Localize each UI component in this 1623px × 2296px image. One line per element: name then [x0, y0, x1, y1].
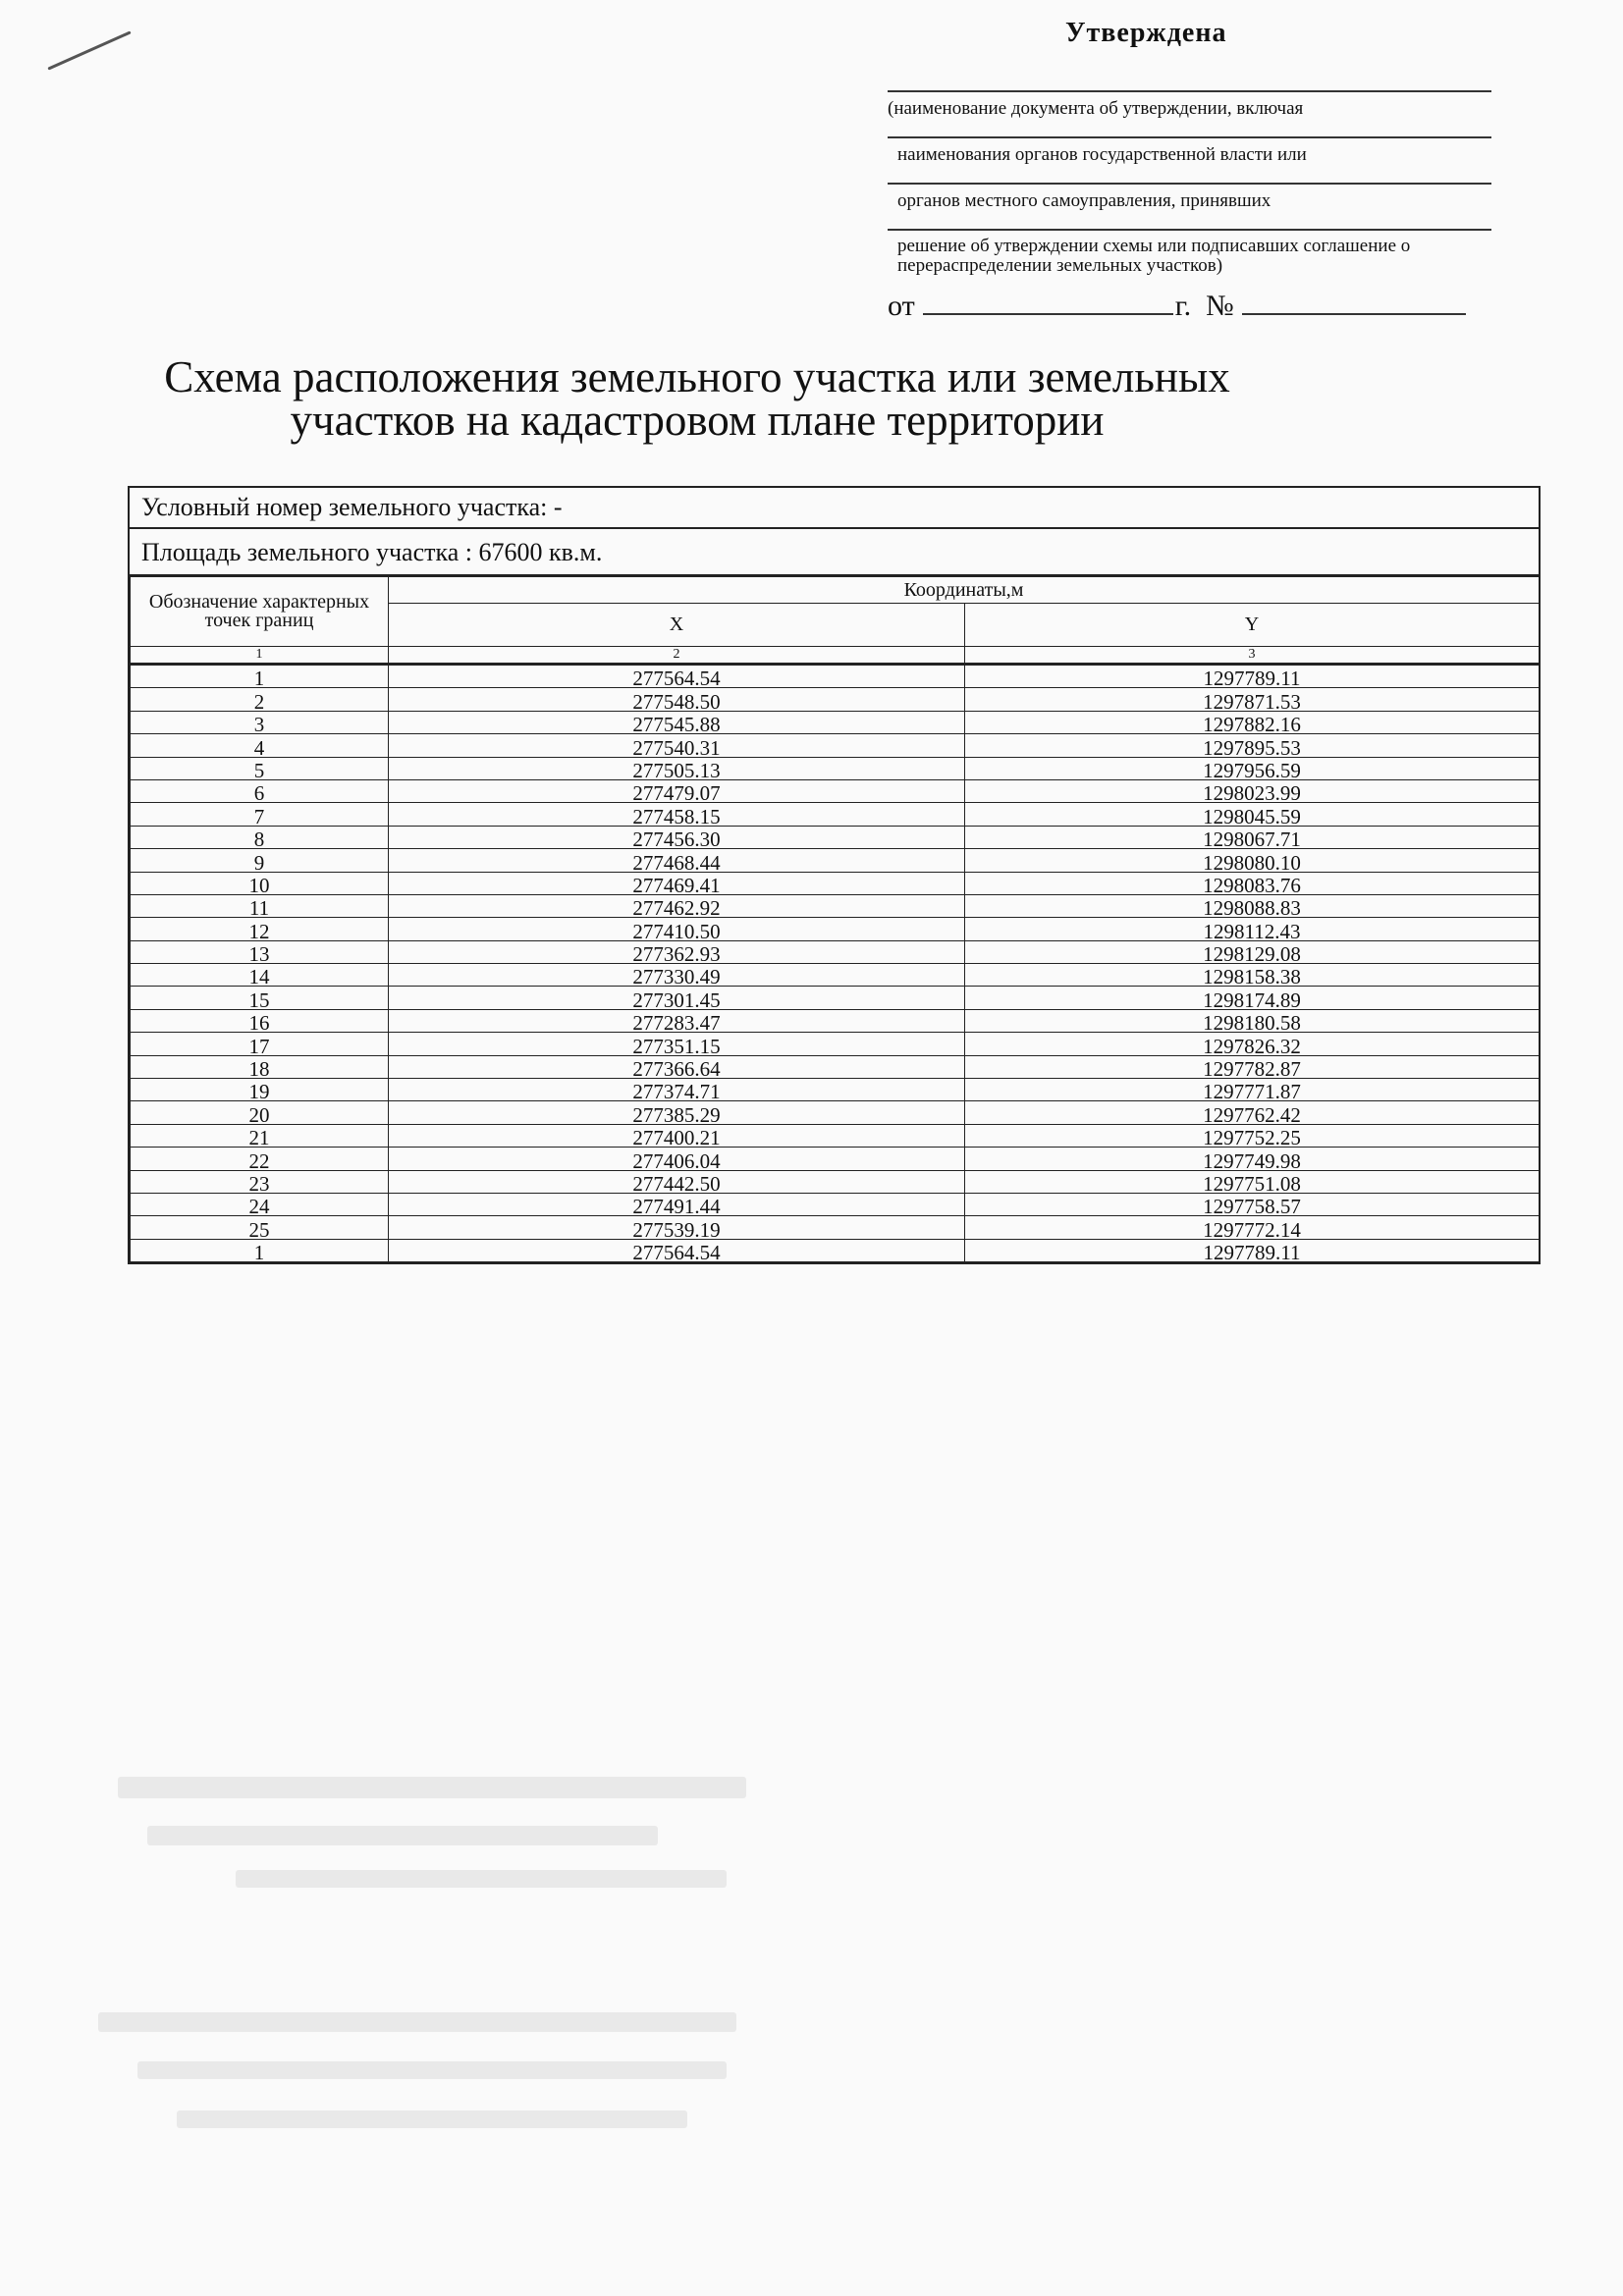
y-coordinate-cell: 1298158.38 — [965, 964, 1540, 987]
y-coordinate-cell: 1298180.58 — [965, 1009, 1540, 1032]
point-id-cell: 7 — [131, 803, 389, 826]
table-row — [131, 1239, 1540, 1261]
point-id-cell: 17 — [131, 1033, 389, 1055]
y-coordinate-cell: 1297751.08 — [965, 1170, 1540, 1193]
col-number: 2 — [389, 647, 965, 665]
approval-line: органов местного самоуправления, принявших — [888, 183, 1491, 229]
point-id-cell: 21 — [131, 1124, 389, 1147]
point-id-cell: 25 — [131, 1216, 389, 1239]
x-coordinate-cell: 277330.49 — [389, 964, 965, 987]
parcel-number-row: Условный номер земельного участка: - — [130, 488, 1539, 529]
x-coordinate-cell: 277400.21 — [389, 1124, 965, 1147]
point-id-cell: 9 — [131, 849, 389, 872]
table-row — [131, 1079, 1540, 1101]
x-coordinate-cell: 277539.19 — [389, 1216, 965, 1239]
y-coordinate-cell: 1297789.11 — [965, 1239, 1540, 1261]
x-coordinate-cell: 277469.41 — [389, 872, 965, 894]
y-coordinate-cell: 1298067.71 — [965, 826, 1540, 848]
date-year-label: г. — [1174, 290, 1192, 322]
y-coordinate-cell: 1298088.83 — [965, 894, 1540, 917]
y-coordinate-cell: 1297749.98 — [965, 1148, 1540, 1170]
table-row — [131, 1170, 1540, 1193]
approval-block — [888, 90, 1491, 323]
table-row — [131, 803, 1540, 826]
table-row — [131, 918, 1540, 940]
x-coordinate-cell: 277491.44 — [389, 1193, 965, 1215]
y-coordinate-cell: 1298112.43 — [965, 918, 1540, 940]
point-id-cell: 12 — [131, 918, 389, 940]
bleed-through-mark — [147, 1826, 658, 1845]
bleed-through-mark — [137, 2061, 727, 2079]
x-coordinate-cell: 277479.07 — [389, 779, 965, 802]
point-id-cell: 1 — [131, 665, 389, 688]
table-row — [131, 688, 1540, 711]
point-id-cell: 22 — [131, 1148, 389, 1170]
x-coordinate-cell: 277410.50 — [389, 918, 965, 940]
x-coordinate-cell: 277458.15 — [389, 803, 965, 826]
bleed-through-mark — [236, 1870, 727, 1888]
y-coordinate-cell: 1297895.53 — [965, 734, 1540, 757]
point-id-cell: 19 — [131, 1079, 389, 1101]
y-coordinate-cell: 1297956.59 — [965, 757, 1540, 779]
table-row — [131, 964, 1540, 987]
y-coordinate-cell: 1298083.76 — [965, 872, 1540, 894]
col-number: 1 — [131, 647, 389, 665]
y-coordinate-cell: 1297782.87 — [965, 1055, 1540, 1078]
table-row — [131, 1193, 1540, 1215]
x-coordinate-cell: 277301.45 — [389, 987, 965, 1009]
y-coordinate-cell: 1297826.32 — [965, 1033, 1540, 1055]
y-coordinate-cell: 1297882.16 — [965, 711, 1540, 733]
table-row — [131, 1033, 1540, 1055]
point-id-cell: 6 — [131, 779, 389, 802]
point-id-cell: 4 — [131, 734, 389, 757]
x-coordinate-cell: 277468.44 — [389, 849, 965, 872]
x-coordinate-cell: 277283.47 — [389, 1009, 965, 1032]
x-coordinate-cell: 277385.29 — [389, 1101, 965, 1124]
date-from-label: от — [888, 290, 915, 322]
approval-line: решение об утверждении схемы или подписавших соглашение о перераспределении земельных участков) — [888, 229, 1491, 286]
y-coordinate-cell: 1297762.42 — [965, 1101, 1540, 1124]
table-row — [131, 711, 1540, 733]
y-coordinate-cell: 1297789.11 — [965, 665, 1540, 688]
table-row — [131, 1055, 1540, 1078]
x-coordinate-cell: 277540.31 — [389, 734, 965, 757]
table-row — [131, 826, 1540, 848]
x-coordinate-cell: 277564.54 — [389, 665, 965, 688]
table-row — [131, 665, 1540, 688]
point-id-cell: 16 — [131, 1009, 389, 1032]
approval-line: (наименование документа об утверждении, включая — [888, 90, 1491, 136]
table-row — [131, 757, 1540, 779]
point-id-cell: 15 — [131, 987, 389, 1009]
table-row — [131, 1124, 1540, 1147]
x-coordinate-cell: 277456.30 — [389, 826, 965, 848]
parcel-area-row: Площадь земельного участка : 67600 кв.м. — [130, 529, 1539, 576]
x-coordinate-cell: 277362.93 — [389, 940, 965, 963]
point-id-cell: 11 — [131, 894, 389, 917]
point-id-cell: 20 — [131, 1101, 389, 1124]
point-id-cell: 1 — [131, 1239, 389, 1261]
number-blank — [1242, 294, 1466, 315]
point-id-cell: 10 — [131, 872, 389, 894]
pen-scratch-mark — [47, 30, 131, 70]
y-header: Y — [965, 604, 1540, 647]
y-coordinate-cell: 1297758.57 — [965, 1193, 1540, 1215]
point-id-cell: 5 — [131, 757, 389, 779]
y-coordinate-cell: 1297871.53 — [965, 688, 1540, 711]
point-id-cell: 2 — [131, 688, 389, 711]
x-coordinate-cell: 277406.04 — [389, 1148, 965, 1170]
point-id-cell: 13 — [131, 940, 389, 963]
x-coordinate-cell: 277462.92 — [389, 894, 965, 917]
coords-header: Координаты,м — [389, 577, 1540, 604]
y-coordinate-cell: 1298045.59 — [965, 803, 1540, 826]
coordinates-grid — [130, 576, 1540, 1262]
point-id-cell: 14 — [131, 964, 389, 987]
table-row — [131, 1148, 1540, 1170]
x-coordinate-cell: 277442.50 — [389, 1170, 965, 1193]
point-id-cell: 23 — [131, 1170, 389, 1193]
table-row — [131, 1009, 1540, 1032]
table-row — [131, 1101, 1540, 1124]
point-id-cell: 8 — [131, 826, 389, 848]
bleed-through-mark — [177, 2110, 687, 2128]
table-row — [131, 849, 1540, 872]
y-coordinate-cell: 1297771.87 — [965, 1079, 1540, 1101]
x-coordinate-cell: 277548.50 — [389, 688, 965, 711]
point-header: Обозначение характерных точек границ — [131, 577, 389, 647]
page-title: Схема расположения земельного участка или земельных участков на кадастровом плане территории — [164, 352, 1230, 445]
point-id-cell: 3 — [131, 711, 389, 733]
table-row — [131, 779, 1540, 802]
approval-date-line — [888, 290, 1491, 323]
y-coordinate-cell: 1298080.10 — [965, 849, 1540, 872]
y-coordinate-cell: 1297772.14 — [965, 1216, 1540, 1239]
table-row — [131, 987, 1540, 1009]
coordinates-table — [128, 486, 1541, 1264]
bleed-through-mark — [118, 1777, 746, 1798]
y-coordinate-cell: 1298129.08 — [965, 940, 1540, 963]
approval-line: наименования органов государственной власти или — [888, 136, 1491, 183]
date-blank — [923, 294, 1173, 315]
table-row — [131, 940, 1540, 963]
bleed-through-mark — [98, 2012, 736, 2032]
y-coordinate-cell: 1297752.25 — [965, 1124, 1540, 1147]
x-header: X — [389, 604, 965, 647]
date-number-label: № — [1206, 290, 1234, 322]
point-id-cell: 18 — [131, 1055, 389, 1078]
point-id-cell: 24 — [131, 1193, 389, 1215]
table-row — [131, 1216, 1540, 1239]
x-coordinate-cell: 277545.88 — [389, 711, 965, 733]
x-coordinate-cell: 277505.13 — [389, 757, 965, 779]
y-coordinate-cell: 1298174.89 — [965, 987, 1540, 1009]
table-row — [131, 734, 1540, 757]
x-coordinate-cell: 277374.71 — [389, 1079, 965, 1101]
table-row — [131, 894, 1540, 917]
x-coordinate-cell: 277564.54 — [389, 1239, 965, 1261]
approval-title: Утверждена — [1065, 18, 1227, 48]
y-coordinate-cell: 1298023.99 — [965, 779, 1540, 802]
x-coordinate-cell: 277351.15 — [389, 1033, 965, 1055]
table-row — [131, 872, 1540, 894]
col-number: 3 — [965, 647, 1540, 665]
x-coordinate-cell: 277366.64 — [389, 1055, 965, 1078]
